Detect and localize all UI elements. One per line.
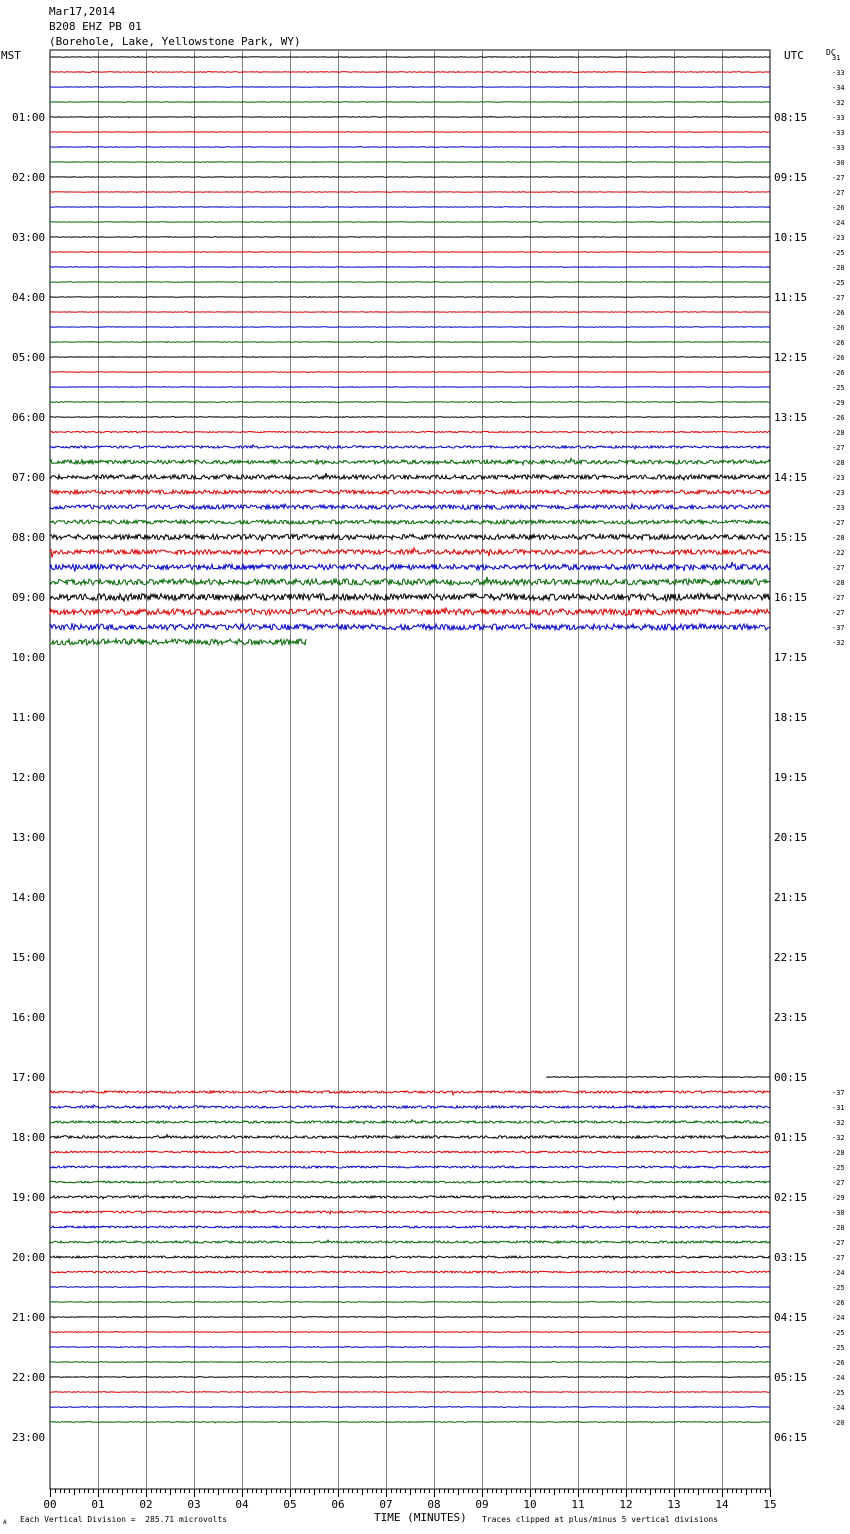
dc-offset-value: -27: [832, 519, 845, 527]
dc-offset-value: -25: [832, 279, 845, 287]
dc-offset-value: -28: [832, 459, 845, 467]
plot-date: Mar17,2014: [49, 5, 116, 18]
left-hour-label: 15:00: [12, 951, 46, 964]
seismic-trace: [50, 577, 770, 585]
dc-offset-value: -27: [832, 174, 845, 182]
right-hour-label: 10:15: [774, 231, 808, 244]
seismic-trace: [50, 162, 770, 163]
station-code: B208 EHZ PB 01: [49, 20, 142, 33]
dc-offset-value: -25: [832, 384, 845, 392]
x-tick-label: 08: [427, 1498, 441, 1511]
dc-offset-value: -26: [832, 414, 845, 422]
vertical-scale-note: Each Vertical Division = 285.71 microvolts: [20, 1515, 228, 1524]
dc-offset-value: -32: [832, 99, 845, 107]
seismic-trace: [50, 594, 770, 602]
seismic-trace: [50, 520, 770, 524]
dc-offset-value: -28: [832, 1224, 845, 1232]
dc-offset-value: -27: [832, 444, 845, 452]
left-hour-label: 06:00: [12, 411, 46, 424]
right-hour-label: 14:15: [774, 471, 808, 484]
x-tick-label: 10: [523, 1498, 537, 1511]
dc-offset-value: -26: [832, 1299, 845, 1307]
dc-offset-value: -24: [832, 1404, 845, 1412]
dc-offset-value: -32: [832, 1119, 845, 1127]
right-hour-label: 19:15: [774, 771, 808, 784]
dc-offset-value: -26: [832, 369, 845, 377]
seismic-trace: [50, 548, 770, 558]
seismic-trace: [50, 237, 770, 238]
dc-offset-value: -23: [832, 474, 845, 482]
dc-offset-value: -27: [832, 594, 845, 602]
dc-offset-value: -23: [832, 234, 845, 242]
right-hour-label: 09:15: [774, 171, 808, 184]
seismic-trace: [50, 1135, 770, 1139]
right-hour-label: 13:15: [774, 411, 808, 424]
right-hour-label: 03:15: [774, 1251, 808, 1264]
dc-offset-value: -24: [832, 219, 845, 227]
x-tick-label: 15: [763, 1498, 777, 1511]
dc-offset-value: -26: [832, 354, 845, 362]
seismic-trace: [50, 401, 770, 402]
dc-offset-value: -25: [832, 1389, 845, 1397]
left-hour-label: 18:00: [12, 1131, 46, 1144]
seismic-trace: [50, 534, 770, 541]
seismic-trace: [50, 1287, 770, 1288]
seismic-trace: [50, 327, 770, 328]
seismic-trace: [50, 297, 770, 298]
x-tick-label: 03: [187, 1498, 201, 1511]
dc-offset-value: -27: [832, 294, 845, 302]
seismic-trace: [50, 1302, 770, 1303]
left-hour-label: 23:00: [12, 1431, 46, 1444]
seismic-trace: [50, 504, 770, 510]
seismic-trace: [50, 473, 770, 480]
seismic-trace: [50, 312, 770, 313]
seismic-trace: [50, 356, 770, 357]
dc-offset-header: DC: [826, 48, 836, 57]
dc-offset-value: -37: [832, 624, 845, 632]
x-tick-label: 07: [379, 1498, 393, 1511]
x-tick-label: 01: [91, 1498, 105, 1511]
dc-offset-value: -32: [832, 639, 845, 647]
dc-offset-value: -27: [832, 1239, 845, 1247]
seismic-trace: [50, 1196, 770, 1200]
seismic-trace: [50, 87, 770, 88]
left-hour-label: 16:00: [12, 1011, 46, 1024]
dc-offset-value: -28: [832, 534, 845, 542]
x-tick-label: 13: [667, 1498, 681, 1511]
dc-offset-value: -24: [832, 1269, 845, 1277]
dc-offset-value: -32: [832, 1134, 845, 1142]
right-timezone-label: UTC: [784, 49, 804, 62]
left-hour-label: 01:00: [12, 111, 46, 124]
seismic-trace: [50, 71, 770, 72]
seismic-trace: [547, 1077, 770, 1078]
left-hour-label: 04:00: [12, 291, 46, 304]
seismic-trace: [50, 1421, 770, 1423]
seismic-trace: [50, 387, 770, 388]
dc-offset-value: -26: [832, 324, 845, 332]
dc-offset-value: -26: [832, 309, 845, 317]
dc-offset-value: -26: [832, 1359, 845, 1367]
dc-offset-value: -25: [832, 1329, 845, 1337]
left-hour-label: 22:00: [12, 1371, 46, 1384]
x-tick-label: 04: [235, 1498, 249, 1511]
right-hour-label: 23:15: [774, 1011, 808, 1024]
dc-offset-value: -25: [832, 249, 845, 257]
seismic-trace: [50, 132, 770, 133]
seismic-trace: [50, 267, 770, 268]
x-tick-label: 11: [571, 1498, 585, 1511]
left-hour-label: 17:00: [12, 1071, 46, 1084]
seismic-trace: [50, 1210, 770, 1214]
seismic-trace: [50, 1256, 770, 1258]
seismic-trace: [50, 56, 770, 57]
dc-offset-value: -25: [832, 1284, 845, 1292]
seismic-trace: [50, 146, 770, 147]
dc-offset-value: -30: [832, 159, 845, 167]
seismic-trace: [50, 1362, 770, 1363]
left-hour-label: 03:00: [12, 231, 46, 244]
seismic-trace: [50, 1120, 770, 1124]
seismic-trace: [50, 1166, 770, 1169]
dc-offset-value: -33: [832, 69, 845, 77]
x-tick-label: 05: [283, 1498, 297, 1511]
seismic-trace: [50, 102, 770, 103]
seismic-trace: [50, 341, 770, 342]
seismic-trace: [50, 192, 770, 193]
plot-frame: [50, 50, 770, 1489]
right-hour-label: 05:15: [774, 1371, 808, 1384]
right-hour-label: 01:15: [774, 1131, 808, 1144]
right-hour-label: 22:15: [774, 951, 808, 964]
dc-offset-value: -29: [832, 1194, 845, 1202]
left-hour-label: 11:00: [12, 711, 46, 724]
seismic-trace: [50, 1225, 770, 1228]
dc-offset-value: -22: [832, 549, 845, 557]
dc-offset-value: -24: [832, 1374, 845, 1382]
seismic-trace: [50, 639, 306, 645]
dc-offset-value: -28: [832, 264, 845, 272]
seismic-trace: [50, 1091, 770, 1095]
left-hour-label: 12:00: [12, 771, 46, 784]
seismic-trace: [50, 608, 770, 616]
seismic-trace: [50, 371, 770, 372]
dc-offset-value: -20: [832, 1419, 845, 1427]
seismic-trace: [50, 1407, 770, 1408]
dc-offset-value: -25: [832, 1344, 845, 1352]
left-hour-label: 20:00: [12, 1251, 46, 1264]
x-tick-label: 02: [139, 1498, 153, 1511]
dc-offset-value: -27: [832, 1179, 845, 1187]
dc-offset-value: -33: [832, 144, 845, 152]
right-hour-label: 18:15: [774, 711, 808, 724]
seismic-trace: [50, 431, 770, 433]
left-hour-label: 05:00: [12, 351, 46, 364]
seismic-trace: [50, 490, 770, 494]
right-hour-label: 11:15: [774, 291, 808, 304]
right-hour-label: 12:15: [774, 351, 808, 364]
left-hour-label: 21:00: [12, 1311, 46, 1324]
dc-offset-value: -33: [832, 129, 845, 137]
dc-offset-value: -37: [832, 1089, 845, 1097]
x-tick-label: 14: [715, 1498, 729, 1511]
seismic-trace: [50, 445, 770, 449]
x-tick-label: 09: [475, 1498, 489, 1511]
right-hour-label: 06:15: [774, 1431, 808, 1444]
left-hour-label: 13:00: [12, 831, 46, 844]
right-hour-label: 20:15: [774, 831, 808, 844]
seismic-trace: [50, 1391, 770, 1392]
seismic-trace: [50, 1316, 770, 1318]
seismic-trace: [50, 1151, 770, 1153]
right-hour-label: 02:15: [774, 1191, 808, 1204]
dc-offset-value: -28: [832, 579, 845, 587]
seismic-trace: [50, 1376, 770, 1377]
seismic-trace: [50, 207, 770, 208]
dc-offset-value: -25: [832, 1164, 845, 1172]
clipping-note: Traces clipped at plus/minus 5 vertical divisions: [482, 1515, 719, 1524]
seismic-trace: [50, 251, 770, 252]
seismic-trace: [50, 177, 770, 178]
seismic-trace: [50, 417, 770, 418]
seismic-trace: [50, 1346, 770, 1347]
dc-offset-value: -26: [832, 204, 845, 212]
seismic-trace: [50, 458, 770, 464]
x-tick-label: 00: [43, 1498, 57, 1511]
dc-offset-value: -27: [832, 189, 845, 197]
left-hour-label: 19:00: [12, 1191, 46, 1204]
left-hour-label: 10:00: [12, 651, 46, 664]
seismic-trace: [50, 1271, 770, 1273]
right-hour-label: 04:15: [774, 1311, 808, 1324]
x-tick-label: 12: [619, 1498, 633, 1511]
seismic-trace: [50, 1181, 770, 1183]
seismic-trace: [50, 282, 770, 283]
station-location: (Borehole, Lake, Yellowstone Park, WY): [49, 35, 301, 48]
right-hour-label: 15:15: [774, 531, 808, 544]
left-timezone-label: MST: [1, 49, 21, 62]
dc-offset-value: -33: [832, 114, 845, 122]
left-hour-label: 14:00: [12, 891, 46, 904]
seismic-trace: [50, 1331, 770, 1332]
dc-offset-value: -31: [832, 1104, 845, 1112]
seismic-trace: [50, 221, 770, 222]
seismic-trace: [50, 116, 770, 117]
right-hour-label: 17:15: [774, 651, 808, 664]
dc-offset-value: -29: [832, 399, 845, 407]
corner-mark: A: [3, 1519, 7, 1526]
dc-offset-value: -30: [832, 1209, 845, 1217]
right-hour-label: 21:15: [774, 891, 808, 904]
dc-offset-value: -28: [832, 1149, 845, 1157]
dc-offset-value: -27: [832, 1254, 845, 1262]
dc-offset-value: -26: [832, 339, 845, 347]
right-hour-label: 16:15: [774, 591, 808, 604]
left-hour-label: 02:00: [12, 171, 46, 184]
x-axis-title: TIME (MINUTES): [374, 1511, 467, 1524]
seismic-trace: [50, 1105, 770, 1109]
seismic-trace: [50, 623, 770, 630]
dc-offset-value: -27: [832, 564, 845, 572]
seismic-trace: [50, 562, 770, 572]
dc-offset-value: -23: [832, 504, 845, 512]
right-hour-label: 08:15: [774, 111, 808, 124]
dc-offset-value: -27: [832, 609, 845, 617]
left-hour-label: 07:00: [12, 471, 46, 484]
left-hour-label: 08:00: [12, 531, 46, 544]
dc-offset-value: -24: [832, 1314, 845, 1322]
dc-offset-value: -23: [832, 489, 845, 497]
dc-offset-value: -34: [832, 84, 845, 92]
left-hour-label: 09:00: [12, 591, 46, 604]
dc-offset-value: 31: [832, 54, 841, 62]
right-hour-label: 00:15: [774, 1071, 808, 1084]
x-tick-label: 06: [331, 1498, 345, 1511]
seismic-trace: [50, 1240, 770, 1243]
dc-offset-value: -28: [832, 429, 845, 437]
